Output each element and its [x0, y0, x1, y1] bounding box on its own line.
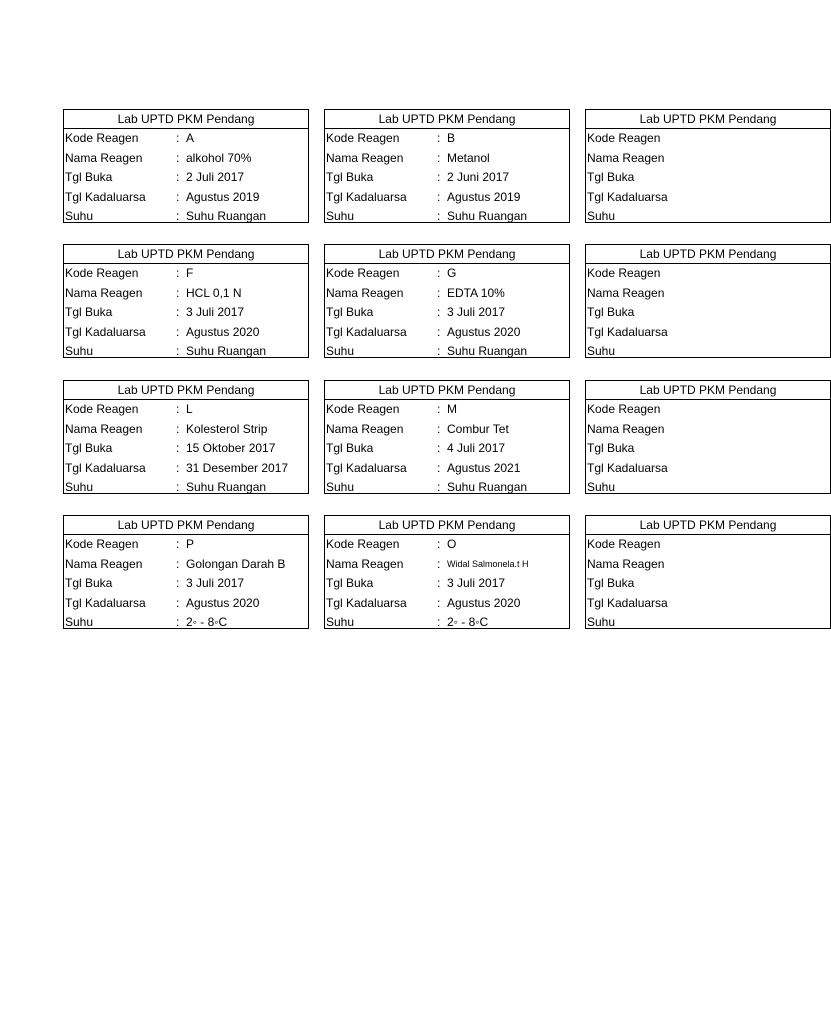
card-field-row — [64, 168, 308, 188]
reagent-label-card — [63, 380, 309, 494]
field-label: Nama Reagen — [587, 421, 665, 436]
field-separator: : — [176, 556, 180, 571]
field-label: Kode Reagen — [587, 537, 661, 551]
card-field-row — [586, 264, 830, 284]
card-field-row — [325, 535, 569, 555]
card-field-row — [325, 613, 569, 633]
field-separator: : — [176, 131, 180, 145]
field-value: Suhu Ruangan — [186, 209, 267, 223]
field-value: HCL 0,1 N — [186, 285, 242, 300]
field-separator: : — [176, 324, 180, 339]
field-label: Suhu — [587, 209, 616, 223]
field-value: Agustus 2019 — [447, 189, 521, 204]
field-value: Kolesterol Strip — [186, 421, 268, 436]
field-separator: : — [176, 480, 180, 494]
card-field-row — [64, 207, 308, 227]
card-header-title: Lab UPTD PKM Pendang — [586, 245, 830, 264]
field-label: Kode Reagen — [326, 402, 400, 416]
field-label: Tgl Kadaluarsa — [326, 460, 407, 475]
card-field-row — [325, 188, 569, 208]
field-label: Kode Reagen — [65, 266, 139, 280]
field-separator: : — [437, 556, 441, 571]
field-label: Suhu — [326, 209, 355, 223]
reagent-label-card — [585, 515, 831, 629]
card-header-title: Lab UPTD PKM Pendang — [325, 381, 569, 400]
field-value: B — [447, 131, 456, 145]
card-field-row — [586, 303, 830, 323]
field-separator: : — [176, 421, 180, 436]
field-value: L — [186, 402, 193, 416]
card-field-row — [586, 149, 830, 169]
field-separator: : — [176, 344, 180, 358]
field-separator: : — [176, 537, 180, 551]
card-field-row — [64, 342, 308, 362]
field-label: Tgl Kadaluarsa — [65, 189, 146, 204]
card-header-title: Lab UPTD PKM Pendang — [586, 110, 830, 129]
card-field-row — [64, 323, 308, 343]
reagent-label-card — [324, 380, 570, 494]
field-label: Suhu — [65, 615, 94, 629]
card-field-row — [64, 420, 308, 440]
card-field-row — [586, 574, 830, 594]
card-header-title: Lab UPTD PKM Pendang — [64, 245, 308, 264]
field-label: Nama Reagen — [587, 285, 665, 300]
field-label: Tgl Kadaluarsa — [326, 324, 407, 339]
field-label: Tgl Kadaluarsa — [587, 189, 668, 204]
card-field-row — [586, 188, 830, 208]
field-label: Tgl Kadaluarsa — [65, 460, 146, 475]
field-separator: : — [176, 460, 180, 475]
field-separator: : — [437, 131, 441, 145]
card-field-row — [325, 303, 569, 323]
field-label: Kode Reagen — [587, 266, 661, 280]
field-separator: : — [176, 150, 180, 165]
field-value: 15 Oktober 2017 — [186, 441, 276, 455]
field-label: Nama Reagen — [587, 150, 665, 165]
field-label: Tgl Kadaluarsa — [587, 324, 668, 339]
field-label: Suhu — [65, 480, 94, 494]
card-field-row — [586, 168, 830, 188]
card-field-row — [586, 129, 830, 149]
card-field-row — [586, 207, 830, 227]
reagent-label-card — [585, 244, 831, 358]
field-label: Nama Reagen — [326, 150, 404, 165]
field-label: Tgl Kadaluarsa — [326, 189, 407, 204]
field-value: Suhu Ruangan — [447, 209, 528, 223]
field-separator: : — [437, 150, 441, 165]
field-label: Tgl Buka — [587, 441, 635, 455]
card-field-row — [325, 555, 569, 575]
card-field-row — [325, 264, 569, 284]
field-separator: : — [176, 209, 180, 223]
field-value: Agustus 2020 — [186, 324, 260, 339]
field-label: Suhu — [587, 615, 616, 629]
field-value: 3 Juli 2017 — [186, 305, 245, 319]
card-header-title: Lab UPTD PKM Pendang — [325, 245, 569, 264]
field-value: 2◦ - 8◦C — [186, 615, 228, 629]
card-header-title: Lab UPTD PKM Pendang — [586, 381, 830, 400]
field-label: Suhu — [65, 209, 94, 223]
field-label: Nama Reagen — [326, 285, 404, 300]
card-field-row — [325, 400, 569, 420]
field-separator: : — [437, 460, 441, 475]
field-separator: : — [437, 441, 441, 455]
card-field-row — [586, 555, 830, 575]
card-field-row — [64, 574, 308, 594]
field-label: Kode Reagen — [65, 131, 139, 145]
field-value: Suhu Ruangan — [186, 344, 267, 358]
field-value: 2 Juli 2017 — [186, 170, 245, 184]
field-label: Suhu — [587, 480, 616, 494]
reagent-label-card — [585, 109, 831, 223]
field-separator: : — [437, 480, 441, 494]
field-label: Tgl Buka — [65, 305, 113, 319]
reagent-label-card — [324, 244, 570, 358]
card-field-row — [586, 439, 830, 459]
card-field-row — [586, 478, 830, 498]
card-field-row — [586, 284, 830, 304]
card-field-row — [325, 129, 569, 149]
reagent-label-card — [63, 109, 309, 223]
field-label: Suhu — [326, 344, 355, 358]
field-value: 3 Juli 2017 — [447, 305, 506, 319]
field-value: Widal Salmonela.t H — [447, 558, 529, 569]
card-field-row — [64, 439, 308, 459]
field-label: Kode Reagen — [326, 266, 400, 280]
field-value: Agustus 2020 — [447, 324, 521, 339]
field-value: 31 Desember 2017 — [186, 460, 289, 475]
field-separator: : — [176, 305, 180, 319]
reagent-label-card — [324, 109, 570, 223]
field-label: Tgl Kadaluarsa — [587, 460, 668, 475]
field-separator: : — [176, 441, 180, 455]
field-value: Golongan Darah B — [186, 556, 286, 571]
card-header-title: Lab UPTD PKM Pendang — [586, 516, 830, 535]
card-field-row — [325, 459, 569, 479]
card-field-row — [64, 594, 308, 614]
reagent-label-card — [63, 244, 309, 358]
field-label: Nama Reagen — [65, 150, 143, 165]
field-separator: : — [176, 189, 180, 204]
card-field-row — [64, 459, 308, 479]
card-field-row — [325, 168, 569, 188]
card-field-row — [64, 478, 308, 498]
field-label: Tgl Buka — [326, 441, 374, 455]
field-value: P — [186, 537, 195, 551]
field-separator: : — [437, 209, 441, 223]
field-separator: : — [176, 576, 180, 590]
field-value: Suhu Ruangan — [447, 480, 528, 494]
field-label: Tgl Buka — [326, 305, 374, 319]
field-separator: : — [176, 402, 180, 416]
field-label: Tgl Buka — [587, 170, 635, 184]
field-separator: : — [437, 421, 441, 436]
field-separator: : — [437, 537, 441, 551]
card-field-row — [325, 594, 569, 614]
field-label: Kode Reagen — [65, 402, 139, 416]
card-field-row — [586, 400, 830, 420]
card-field-row — [586, 459, 830, 479]
field-value: O — [447, 537, 457, 551]
field-label: Kode Reagen — [587, 131, 661, 145]
field-separator: : — [176, 266, 180, 280]
card-field-row — [586, 420, 830, 440]
card-field-row — [325, 284, 569, 304]
card-header-title: Lab UPTD PKM Pendang — [325, 110, 569, 129]
field-separator: : — [437, 305, 441, 319]
field-label: Suhu — [65, 344, 94, 358]
card-field-row — [325, 420, 569, 440]
field-separator: : — [437, 170, 441, 184]
field-label: Tgl Buka — [65, 576, 113, 590]
field-label: Kode Reagen — [65, 537, 139, 551]
reagent-label-card — [585, 380, 831, 494]
field-separator: : — [437, 615, 441, 629]
field-separator: : — [437, 576, 441, 590]
field-label: Tgl Buka — [326, 170, 374, 184]
card-field-row — [325, 439, 569, 459]
reagent-label-card — [324, 515, 570, 629]
field-separator: : — [437, 285, 441, 300]
field-label: Tgl Kadaluarsa — [587, 595, 668, 610]
field-value: A — [186, 131, 195, 145]
card-field-row — [325, 323, 569, 343]
field-label: Tgl Buka — [65, 170, 113, 184]
field-label: Nama Reagen — [326, 556, 404, 571]
card-field-row — [586, 342, 830, 362]
field-label: Suhu — [326, 615, 355, 629]
field-label: Tgl Kadaluarsa — [65, 324, 146, 339]
card-field-row — [64, 555, 308, 575]
field-value: Agustus 2020 — [186, 595, 260, 610]
card-field-row — [64, 149, 308, 169]
card-field-row — [325, 574, 569, 594]
field-label: Nama Reagen — [65, 556, 143, 571]
field-label: Tgl Buka — [326, 576, 374, 590]
field-separator: : — [176, 170, 180, 184]
field-value: F — [186, 266, 194, 280]
field-value: alkohol 70% — [186, 150, 252, 165]
card-field-row — [64, 264, 308, 284]
field-separator: : — [437, 402, 441, 416]
field-label: Tgl Kadaluarsa — [326, 595, 407, 610]
card-header-title: Lab UPTD PKM Pendang — [64, 110, 308, 129]
field-separator: : — [437, 189, 441, 204]
card-header-title: Lab UPTD PKM Pendang — [325, 516, 569, 535]
card-header-title: Lab UPTD PKM Pendang — [64, 516, 308, 535]
reagent-label-card — [63, 515, 309, 629]
card-field-row — [64, 613, 308, 633]
field-label: Tgl Buka — [587, 576, 635, 590]
card-header-title: Lab UPTD PKM Pendang — [64, 381, 308, 400]
field-label: Tgl Buka — [65, 441, 113, 455]
field-separator: : — [437, 595, 441, 610]
field-value: 3 Juli 2017 — [186, 576, 245, 590]
card-field-row — [325, 342, 569, 362]
field-value: Suhu Ruangan — [186, 480, 267, 494]
field-label: Nama Reagen — [65, 421, 143, 436]
card-field-row — [64, 188, 308, 208]
field-value: Suhu Ruangan — [447, 344, 528, 358]
field-value: 4 Juli 2017 — [447, 441, 506, 455]
card-field-row — [586, 594, 830, 614]
card-field-row — [586, 535, 830, 555]
field-value: Agustus 2020 — [447, 595, 521, 610]
field-label: Suhu — [587, 344, 616, 358]
field-value: Metanol — [447, 150, 490, 165]
field-separator: : — [176, 285, 180, 300]
card-field-row — [64, 303, 308, 323]
field-label: Nama Reagen — [587, 556, 665, 571]
card-field-row — [586, 323, 830, 343]
field-label: Suhu — [326, 480, 355, 494]
field-value: Agustus 2019 — [186, 189, 260, 204]
card-field-row — [586, 613, 830, 633]
field-label: Kode Reagen — [326, 131, 400, 145]
field-separator: : — [437, 324, 441, 339]
field-value: Combur Tet — [447, 421, 509, 436]
card-field-row — [64, 129, 308, 149]
card-field-row — [64, 535, 308, 555]
field-label: Nama Reagen — [65, 285, 143, 300]
field-value: EDTA 10% — [447, 285, 505, 300]
field-value: 2 Juni 2017 — [447, 170, 510, 184]
field-value: M — [447, 402, 457, 416]
field-separator: : — [176, 595, 180, 610]
card-field-row — [325, 207, 569, 227]
card-field-row — [64, 284, 308, 304]
field-label: Tgl Kadaluarsa — [65, 595, 146, 610]
field-label: Nama Reagen — [326, 421, 404, 436]
field-value: G — [447, 266, 457, 280]
field-label: Tgl Buka — [587, 305, 635, 319]
field-label: Kode Reagen — [587, 402, 661, 416]
card-field-row — [325, 478, 569, 498]
card-field-row — [64, 400, 308, 420]
field-value: Agustus 2021 — [447, 460, 521, 475]
field-value: 3 Juli 2017 — [447, 576, 506, 590]
field-value: 2◦ - 8◦C — [447, 615, 489, 629]
card-field-row — [325, 149, 569, 169]
field-separator: : — [437, 344, 441, 358]
field-separator: : — [437, 266, 441, 280]
field-separator: : — [176, 615, 180, 629]
field-label: Kode Reagen — [326, 537, 400, 551]
